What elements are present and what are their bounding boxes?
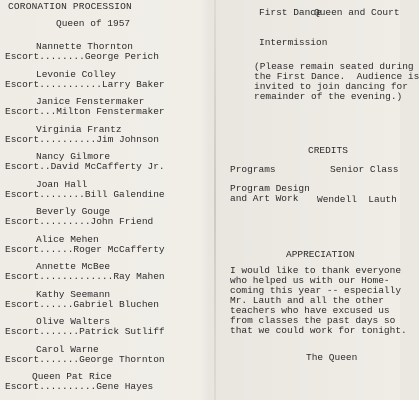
entry-escort: Escort.......Patrick Sutliff <box>5 326 165 337</box>
entry-escort: Escort...........Larry Baker <box>5 78 165 90</box>
entry-name: Annette McBee <box>36 261 111 272</box>
first-dance-label: First Dance <box>259 7 322 18</box>
entry-escort: Escort.............Ray Mahen <box>5 271 165 282</box>
entry-name: Janice Fenstermaker <box>36 96 145 107</box>
entry-name: Nancy Gilmore <box>36 151 111 162</box>
entry-name: Joan Hall <box>36 178 88 190</box>
entry-name: Beverly Gouge <box>36 206 111 217</box>
entry-name: Kathy Seemann <box>36 288 111 300</box>
entry-escort: Escort..........Jim Johnson <box>5 133 159 145</box>
entry-name: Levonie Colley <box>36 68 116 80</box>
credits-design-by: Wendell Lauth <box>317 194 397 205</box>
first-dance-by: Queen and Court <box>314 7 400 18</box>
entry-escort: Escort......Roger McCafferty <box>5 243 165 255</box>
entry-name: Queen Pat Rice <box>32 371 112 382</box>
credits-title: CREDITS <box>308 145 348 156</box>
entry-escort: Escort........Bill Galendine <box>5 188 165 200</box>
entry-escort: Escort...Milton Fenstermaker <box>5 106 165 117</box>
entry-name: Alice Mehen <box>36 233 99 245</box>
entry-name: Olive Walters <box>36 316 111 327</box>
page-fold <box>214 0 216 400</box>
credits-design-label: Program Design and Art Work <box>230 183 310 204</box>
credits-programs-by: Senior Class <box>330 164 399 175</box>
entry-escort: Escort.........John Friend <box>5 216 154 227</box>
entry-escort: Escort......Gabriel Bluchen <box>5 298 159 310</box>
program-column <box>226 0 419 400</box>
entry-name: Carol Warne <box>36 343 99 355</box>
entry-escort: Escort..David McCafferty Jr. <box>5 161 165 172</box>
procession-title: CORONATION PROCESSION <box>8 1 132 12</box>
intermission-label: Intermission <box>259 37 328 48</box>
appreciation-signature: The Queen <box>306 352 358 363</box>
appreciation-title: APPRECIATION <box>286 249 355 260</box>
appreciation-body: I would like to thank everyone who helped us with our Home- coming this year -- especially Mr. Lauth and all the other teachers who have excused us from classes the past days so that we could work for tonight. <box>230 265 407 336</box>
queen-year: Queen of 1957 <box>56 18 131 29</box>
entry-escort: Escort.......George Thornton <box>5 353 165 365</box>
seating-note: (Please remain seated during the First Dance. Audience is invited to join dancing for remainder of the evening.) <box>254 61 419 102</box>
credits-programs-label: Programs <box>230 164 276 175</box>
entry-name: Virginia Frantz <box>36 123 122 135</box>
entry-escort: Escort........George Perich <box>5 51 159 62</box>
entry-escort: Escort..........Gene Hayes <box>5 381 154 392</box>
entry-name: Nannette Thornton <box>36 41 133 52</box>
